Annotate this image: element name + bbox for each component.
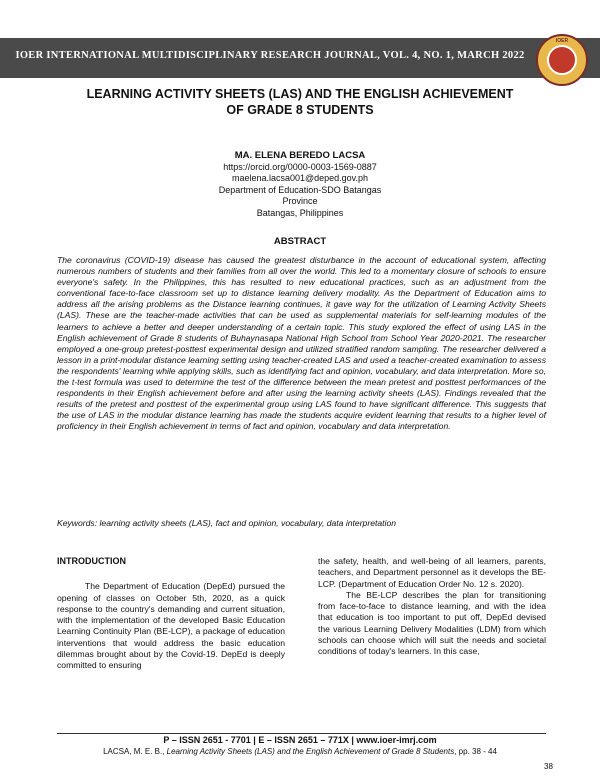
- journal-banner: [0, 38, 600, 78]
- journal-title: IOER INTERNATIONAL MULTIDISCIPLINARY RESEARCH JOURNAL, VOL. 4, NO. 1, MARCH 2022: [15, 50, 525, 61]
- title-line-1: LEARNING ACTIVITY SHEETS (LAS) AND THE ENGLISH ACHIEVEMENT: [86, 87, 514, 101]
- cite-title: Learning Activity Sheets (LAS) and the English Achievement of Grade 8 Students: [166, 747, 455, 756]
- footer-issn: P – ISSN 2651 - 7701 | E – ISSN 2651 – 771X | www.ioer-imrj.com: [163, 735, 437, 745]
- intro-paragraph-2: The BE-LCP describes the plan for transitioning from face-to-face to distance learning, and with the idea that education is too important to put off, DepEd devised the various Learning Delivery Modalities (LDM) from which schools can choose which will suit the needs and societal conditions of today's learners. In this case,: [318, 589, 546, 657]
- author-affiliation: Department of Education-SDO Batangas Province: [218, 184, 382, 206]
- author-name: MA. ELENA BEREDO LACSA: [234, 150, 366, 161]
- author-block: [200, 150, 400, 219]
- left-column: [57, 556, 285, 672]
- paper-title: [40, 86, 560, 118]
- right-column: [318, 556, 546, 658]
- intro-paragraph-1-continued: the safety, health, and well-being of all learners, parents, teachers, and Department personnel as it develops the BE-LCP. (Department of Education Order No. 12 s. 2020).: [318, 556, 546, 589]
- cite-prefix: LACSA, M. E. B.,: [103, 747, 167, 756]
- keywords: Keywords: learning activity sheets (LAS), fact and opinion, vocabulary, data interpretation: [57, 518, 396, 528]
- author-email[interactable]: maelena.lacsa001@deped.gov.ph: [231, 173, 369, 183]
- introduction-heading: INTRODUCTION: [57, 556, 126, 566]
- abstract-text: The coronavirus (COVID-19) disease has caused the greatest disturbance in the account of educational system, affecting numerous numbers of students and their families from all over the world. This led to a momentary closure of schools to ensure everyone's safety. In the Philippines, this has resulted to new educational practices, such as an adjustment from the conventional face-to-face classroom set up to distance learning delivery modality. As the Department of Education aims to address all the arising problems as the Distance learning continues, it gave way for the utilization of Learning Activity Sheets (LAS). These are the teacher-made activities that can be used as supplemental materials for self-learning modules of the learners to achieve a better and deeper understanding of a certain topic. This study explored the effect of using LAS in the English achievement of Grade 8 students of Buhaynasapa National High School from School Year 2020-2021. The researcher employed a one-group pretest-posttest experimental design and utilized stratified random sampling. The researcher delivered a lesson in a print-modular distance learning setting using teacher-created LAS and used a teacher-created examination to assess the respondents' learning while applying skills, such as identifying fact and opinion, vocabulary, and data interpretation. More so, the t-test formula was used to determine the test of the difference between the mean pretest and posttest performances of the respondents in their English achievement before and after using the learning activity sheets (LAS). Findings revealed that the results of the pretest and posttest of the experimental group using LAS found to have significant difference. This suggests that the use of LAS in the modular distance learning has made the students acquire evident learning that results to a higher level of proficiency in their English achievement in terms of fact and opinion, vocabulary and data interpretation.: [57, 255, 546, 432]
- journal-seal-logo: [536, 34, 588, 86]
- seal-emblem-icon: [547, 45, 577, 75]
- footer-citation: [0, 747, 600, 756]
- footer-divider: [57, 733, 546, 734]
- seal-text: IOER: [555, 38, 569, 44]
- cite-suffix: , pp. 38 - 44: [454, 747, 497, 756]
- author-location: Batangas, Philippines: [256, 207, 344, 218]
- page-number: 38: [544, 762, 553, 771]
- intro-paragraph-1: The Department of Education (DepEd) pursued the opening of classes on October 5th, 2020, as a quick response to the country's demanding and current situation, with the implementation of the developed Basic Education Learning Continuity Plan (BE-LCP), a package of education interventions that would address the basic education dilemmas brought about by the Covid-19. DepEd is deeply committed to ensuring: [57, 581, 285, 671]
- title-line-2: OF GRADE 8 STUDENTS: [226, 103, 374, 117]
- author-orcid[interactable]: https://orcid.org/0000-0003-1569-0887: [223, 161, 377, 172]
- abstract-heading: ABSTRACT: [273, 236, 327, 247]
